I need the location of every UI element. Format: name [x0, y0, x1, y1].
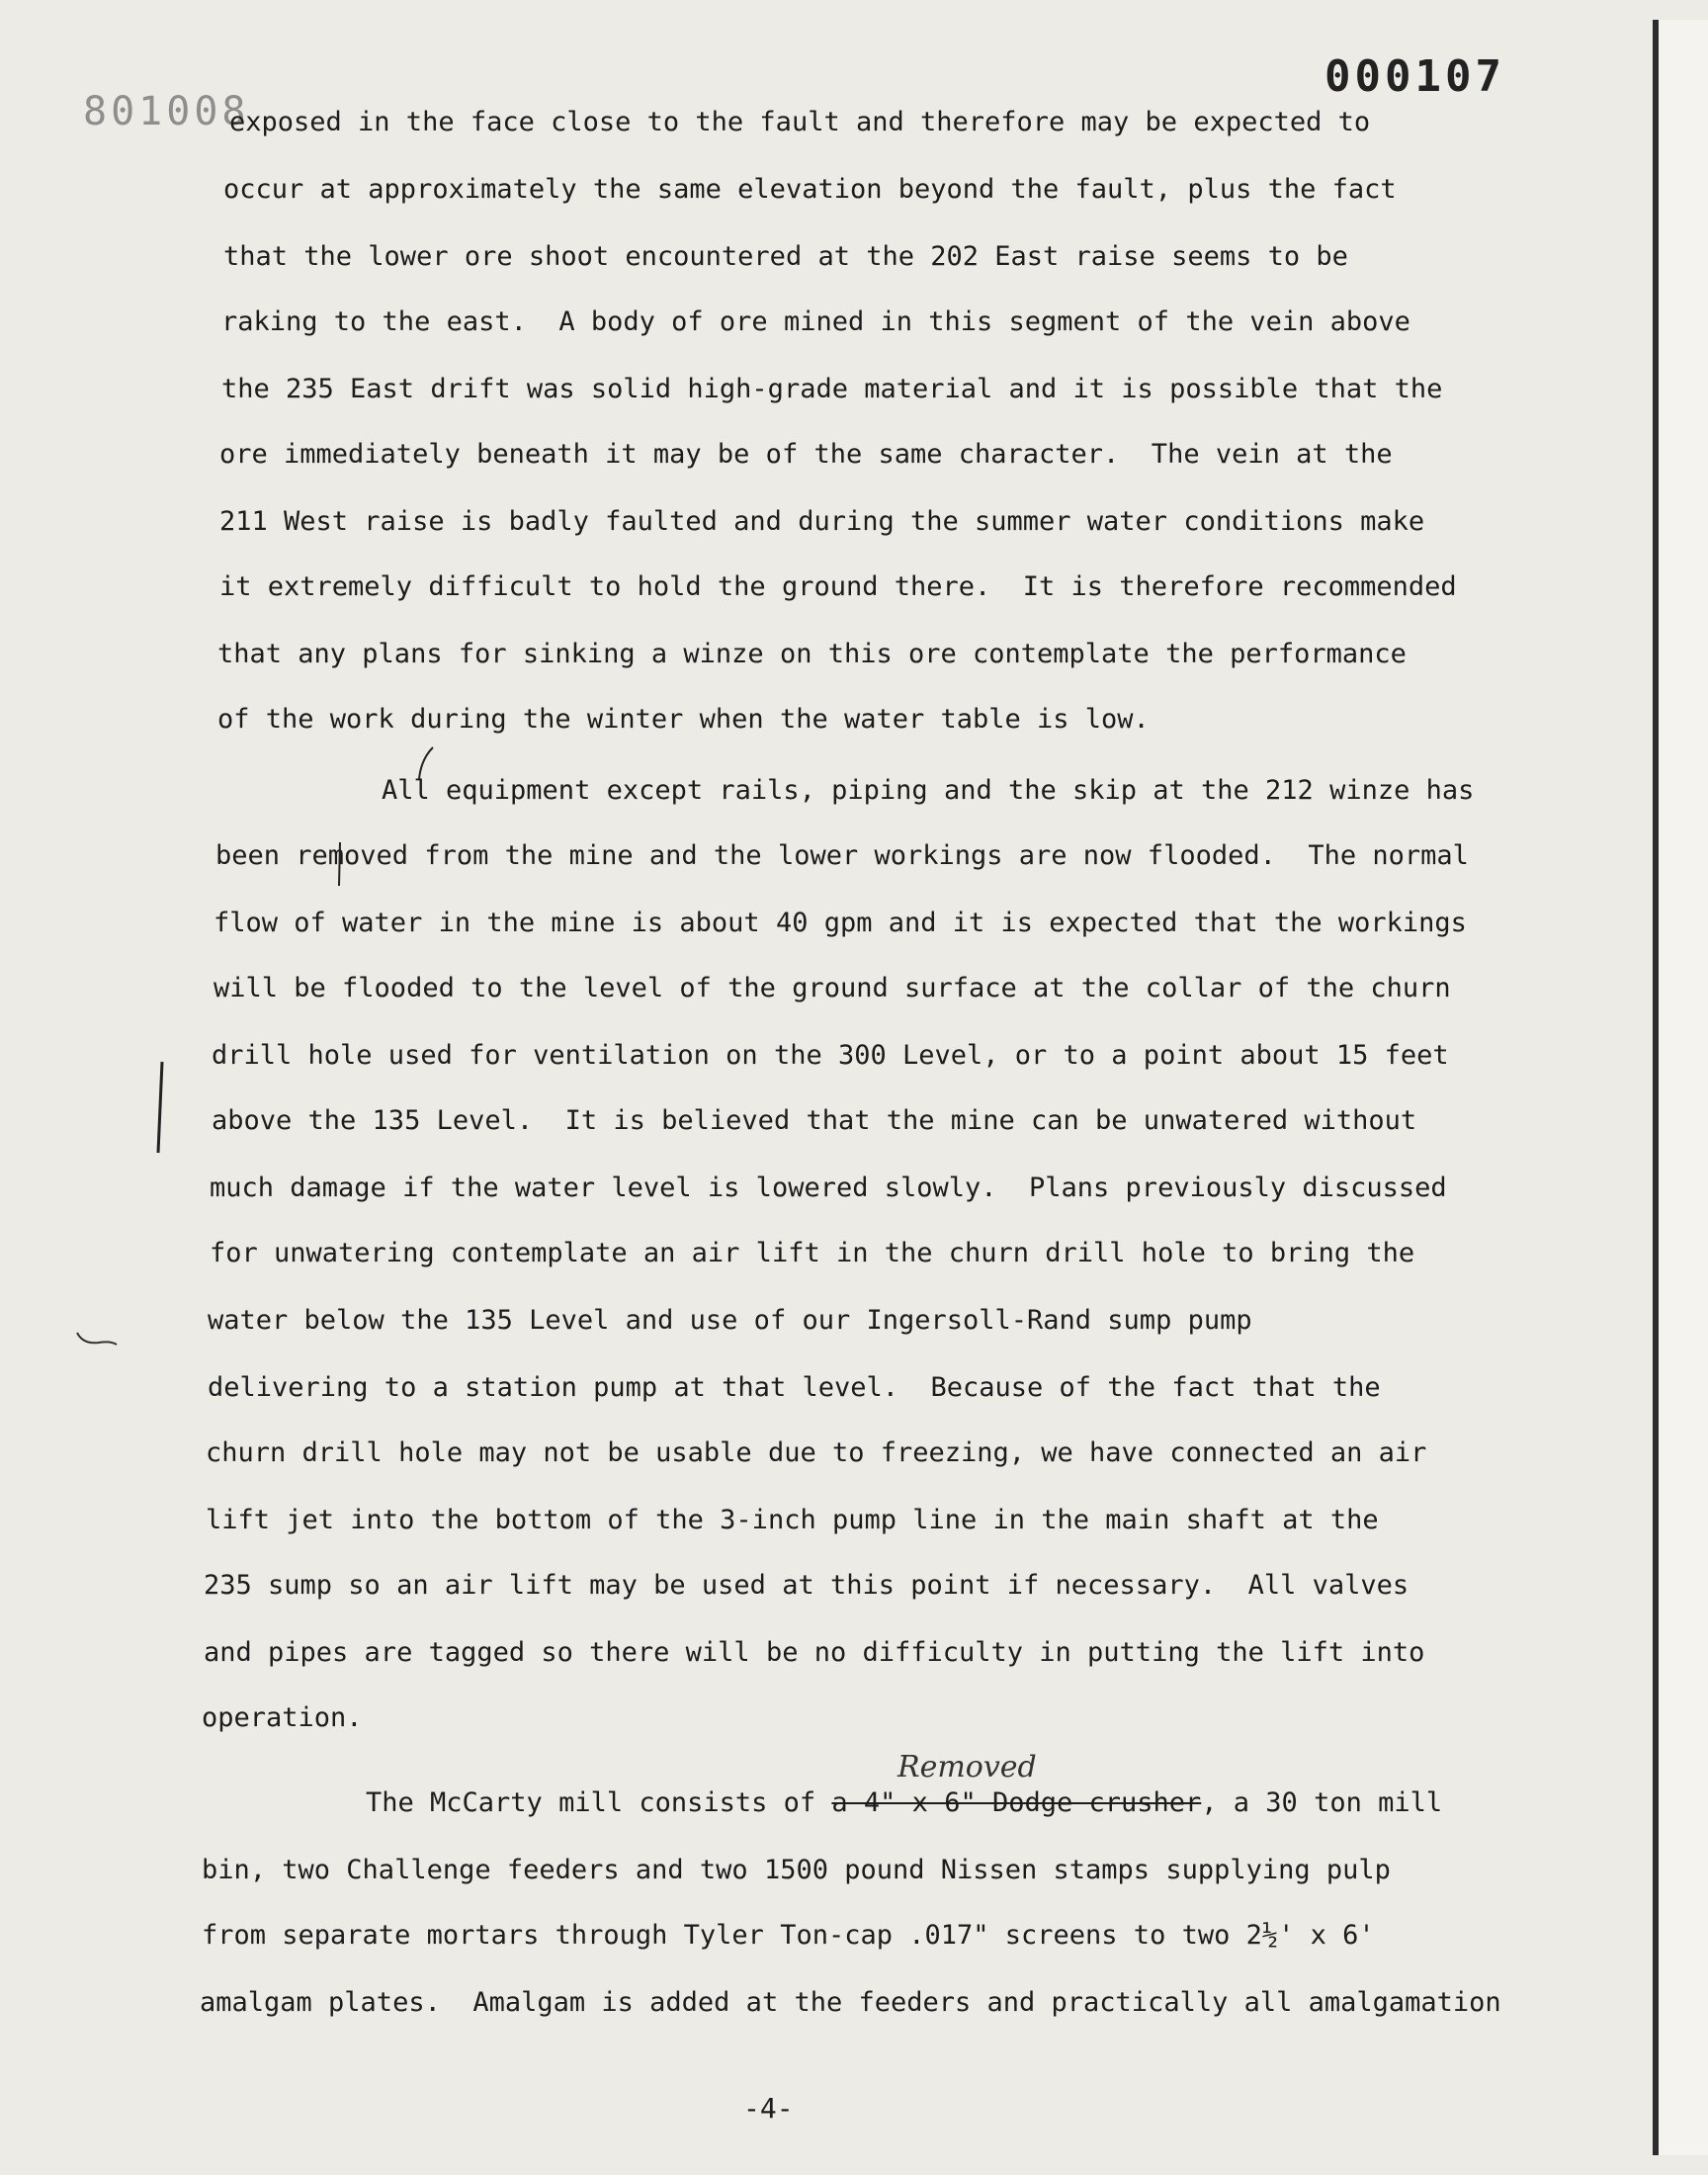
- text-line: raking to the east. A body of ore mined in this segment of the vein above: [221, 306, 1410, 337]
- text-line: of the work during the winter when the water table is low.: [217, 704, 1150, 735]
- text-line: ore immediately beneath it may be of the same character. The vein at the: [219, 439, 1393, 470]
- text-line: water below the 135 Level and use of our Ingersoll-Rand sump pump: [208, 1305, 1252, 1336]
- text-line: that any plans for sinking a winze on this ore contemplate the performance: [217, 639, 1407, 669]
- text-line: All equipment except rails, piping and the skip at the 212 winze has: [382, 775, 1475, 806]
- margin-tick-mark: [73, 1325, 123, 1354]
- text-line: drill hole used for ventilation on the 300 Level, or to a point about 15 feet: [212, 1040, 1449, 1071]
- text-segment: The McCarty mill consists of: [366, 1787, 832, 1818]
- text-line: from separate mortars through Tyler Ton-cap .017" screens to two 2½' x 6': [202, 1920, 1375, 1951]
- text-line: flow of water in the mine is about 40 gpm and it is expected that the workings: [214, 908, 1467, 938]
- text-line: much damage if the water level is lowered slowly. Plans previously discussed: [210, 1173, 1447, 1203]
- text-line: exposed in the face close to the fault and therefore may be expected to: [229, 107, 1371, 137]
- text-line: that the lower ore shoot encountered at the 202 East raise seems to be: [223, 241, 1348, 272]
- text-segment: , a 30 ton mill: [1201, 1787, 1443, 1818]
- text-line: will be flooded to the level of the ground surface at the collar of the churn: [214, 973, 1451, 1003]
- text-line: bin, two Challenge feeders and two 1500 pound Nissen stamps supplying pulp: [202, 1855, 1391, 1885]
- text-line: been removed from the mine and the lower workings are now flooded. The normal: [215, 840, 1469, 871]
- text-line: 211 West raise is badly faulted and during the summer water conditions make: [219, 506, 1425, 537]
- margin-line-mark: [148, 1058, 178, 1157]
- text-line: delivering to a station pump at that level. Because of the fact that the: [208, 1372, 1381, 1403]
- text-line: the 235 East drift was solid high-grade material and it is possible that the: [221, 374, 1443, 404]
- text-line: and pipes are tagged so there will be no difficulty in putting the lift into: [204, 1637, 1425, 1668]
- page-edge-shade: [1659, 20, 1708, 2155]
- text-line: lift jet into the bottom of the 3-inch pump line in the main shaft at the: [206, 1505, 1379, 1535]
- text-line: for unwatering contemplate an air lift in the churn drill hole to bring the: [210, 1238, 1415, 1268]
- text-line: operation.: [202, 1702, 363, 1733]
- text-line: it extremely difficult to hold the ground there. It is therefore recommended: [219, 571, 1457, 602]
- text-line: above the 135 Level. It is believed that the mine can be unwatered without: [212, 1105, 1417, 1136]
- text-line: amalgam plates. Amalgam is added at the feeders and practically all amalgamation: [200, 1987, 1501, 2018]
- page-edge-border: [1653, 20, 1659, 2155]
- faded-number-stamp: 801008: [83, 89, 250, 134]
- text-line: churn drill hole may not be usable due to freezing, we have connected an air: [206, 1437, 1427, 1468]
- insertion-mark: [334, 840, 346, 890]
- page-number: -4-: [743, 2092, 794, 2125]
- text-line: 235 sump so an air lift may be used at this point if necessary. All valves: [204, 1570, 1409, 1601]
- text-line: [366, 1787, 1442, 1819]
- struck-text: a 4" x 6" Dodge crusher: [831, 1787, 1202, 1818]
- text-line: occur at approximately the same elevation beyond the fault, plus the fact: [223, 174, 1397, 205]
- document-number-stamp: 000107: [1324, 51, 1505, 102]
- handwritten-tick: [411, 743, 441, 783]
- handwritten-annotation: Removed: [897, 1750, 1037, 1784]
